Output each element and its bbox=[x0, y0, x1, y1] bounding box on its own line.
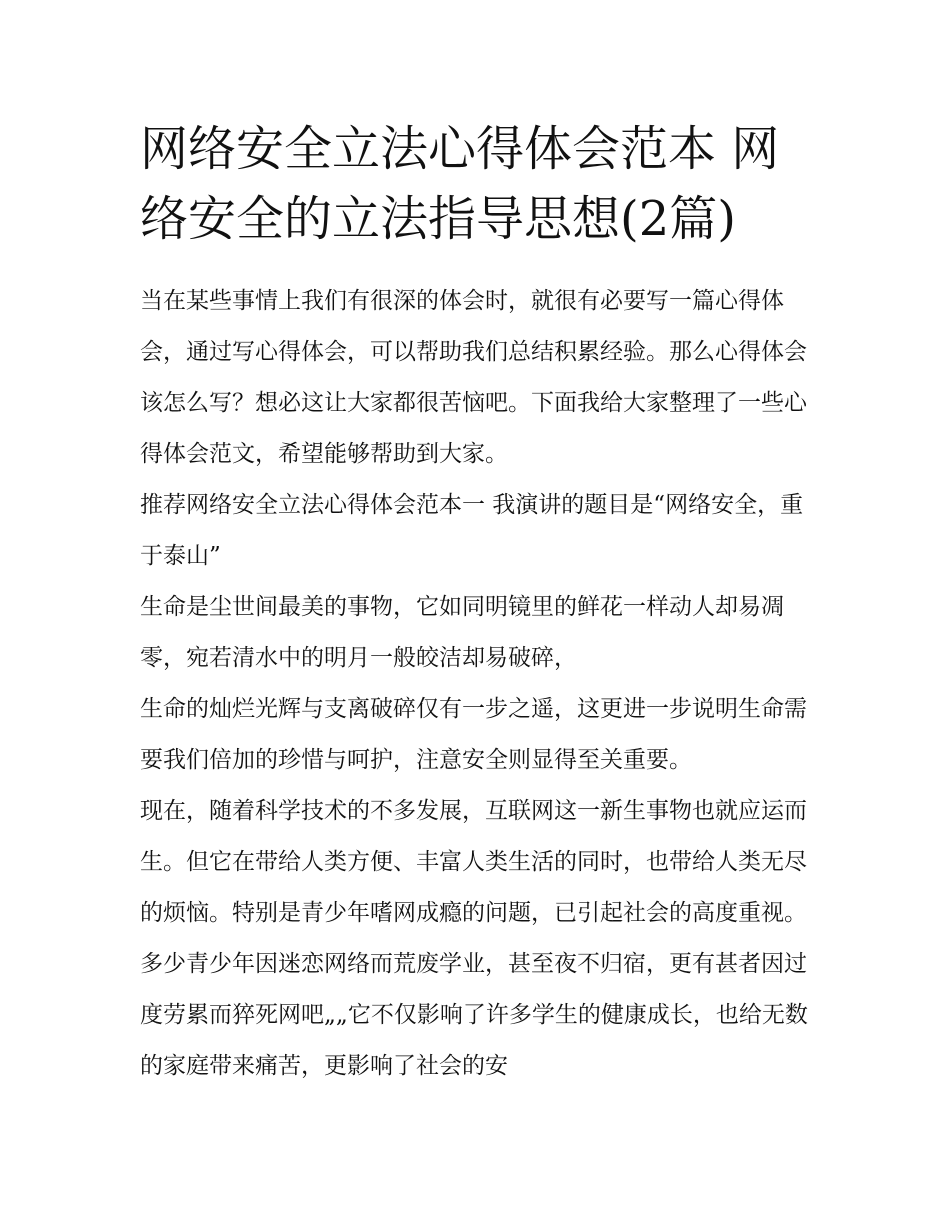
paragraph: 生命是尘世间最美的事物，它如同明镜里的鲜花一样动人却易凋零，宛若清水中的明月一般皎洁却易破碎， bbox=[140, 594, 784, 671]
paragraph: 当在某些事情上我们有很深的体会时，就很有必要写一篇心得体会，通过写心得体会，可以帮助我们总结积累经验。那么心得体会该怎么写？想必这让大家都很苦恼吧。下面我给大家整理了一些心得体会范文，希望能够帮助到大家。 bbox=[140, 288, 807, 467]
paragraph: 生命的灿烂光辉与支离破碎仅有一步之遥，这更进一步说明生命需要我们倍加的珍惜与呵护，注意安全则显得至关重要。 bbox=[140, 696, 807, 773]
paragraph: 推荐网络安全立法心得体会范本一 我演讲的题目是“网络安全，重于泰山” bbox=[140, 492, 804, 569]
paragraph: 现在，随着科学技术的不多发展，互联网这一新生事物也就应运而生。但它在带给人类方便、丰富人类生活的同时，也带给人类无尽的烦恼。特别是青少年嗜网成瘾的问题，已引起社会的高度重视。多少青少年因迷恋网络而荒废学业，甚至夜不归宿，更有甚者因过度劳累而猝死网吧„„它不仅影响了许多学生的健康成长，也给无数的家庭带来痛苦，更影响了社会的安 bbox=[140, 798, 808, 1079]
document-body bbox=[140, 276, 820, 1092]
document-title: 网络安全立法心得体会范本 网络安全的立法指导思想(2篇) bbox=[140, 121, 780, 247]
